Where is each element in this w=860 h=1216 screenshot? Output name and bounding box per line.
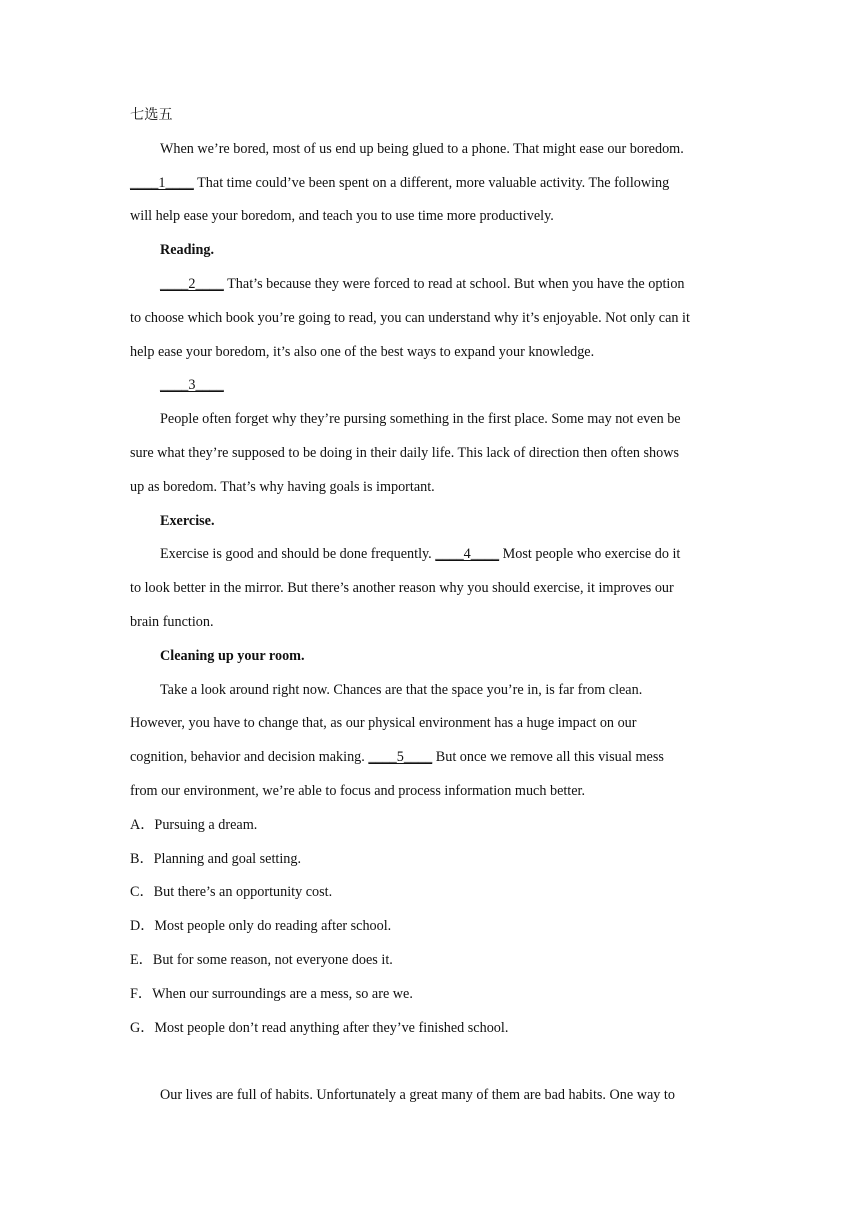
paragraph-line: When we’re bored, most of us end up being glued to a phone. That might ease our boredom. (160, 140, 684, 157)
section-heading: 七选五 (130, 107, 173, 123)
paragraph-line: will help ease your boredom, and teach you to use time more productively. (130, 208, 554, 225)
answer-blank-5: ____5____ (368, 749, 433, 766)
paragraph-line: help ease your boredom, it’s also one of the best ways to expand your knowledge. (130, 343, 595, 360)
spacer (130, 1045, 730, 1079)
paragraph-line: to look better in the mirror. But there’s another reason why you should exercise, it improves our (130, 580, 674, 597)
paragraph-line: Take a look around right now. Chances are that the space you’re in, is far from clean. (160, 681, 643, 698)
option-g: G．Most people don’t read anything after they’ve finished school. (130, 1019, 509, 1036)
paragraph-text: But once we remove all this visual mess (432, 749, 664, 766)
paragraph-line: from our environment, we’re able to focus and process information much better. (130, 782, 586, 799)
paragraph-text: That’s because they were forced to read at school. But when you have the option (223, 275, 685, 292)
paragraph-text: cognition, behavior and decision making. (130, 749, 369, 766)
subheading-cleaning: Cleaning up your room. (160, 647, 305, 664)
option-a: A．Pursuing a dream. (130, 816, 258, 833)
paragraph-line: However, you have to change that, as our physical environment has a huge impact on our (130, 715, 637, 732)
answer-blank-3: ____3____ (160, 377, 224, 394)
document-page (130, 99, 730, 1113)
option-c: C．But there’s an opportunity cost. (130, 884, 333, 901)
paragraph-line: up as boredom. That’s why having goals is important. (130, 478, 435, 495)
subheading-reading: Reading. (160, 242, 214, 259)
option-e: E．But for some reason, not everyone does it. (130, 951, 393, 968)
option-f: F．When our surroundings are a mess, so are we. (130, 985, 413, 1002)
paragraph-text: Most people who exercise do it (499, 546, 681, 563)
option-b: B．Planning and goal setting. (130, 850, 302, 867)
paragraph-line (130, 538, 730, 572)
paragraph-line: brain function. (130, 613, 214, 630)
subheading-blank-3 (130, 369, 730, 403)
paragraph-text: That time could’ve been spent on a different, more valuable activity. The following (193, 174, 670, 191)
paragraph-line (130, 167, 730, 201)
paragraph-line (130, 268, 730, 302)
paragraph-text: Exercise is good and should be done frequently. (160, 546, 436, 563)
paragraph-line: to choose which book you’re going to read, you can understand why it’s enjoyable. Not only can it (130, 309, 690, 326)
answer-blank-2: ____2____ (160, 275, 224, 292)
option-d: D．Most people only do reading after school. (130, 918, 392, 935)
paragraph-line (130, 741, 730, 775)
answer-blank-4: ____4____ (435, 546, 500, 563)
paragraph-line: People often forget why they’re pursing something in the first place. Some may not even be (160, 411, 681, 428)
paragraph-line: Our lives are full of habits. Unfortunately a great many of them are bad habits. One way to (160, 1087, 675, 1104)
answer-blank-1: ____1____ (130, 174, 194, 191)
paragraph-line: sure what they’re supposed to be doing in their daily life. This lack of direction then often shows (130, 444, 679, 461)
subheading-exercise: Exercise. (160, 512, 215, 529)
